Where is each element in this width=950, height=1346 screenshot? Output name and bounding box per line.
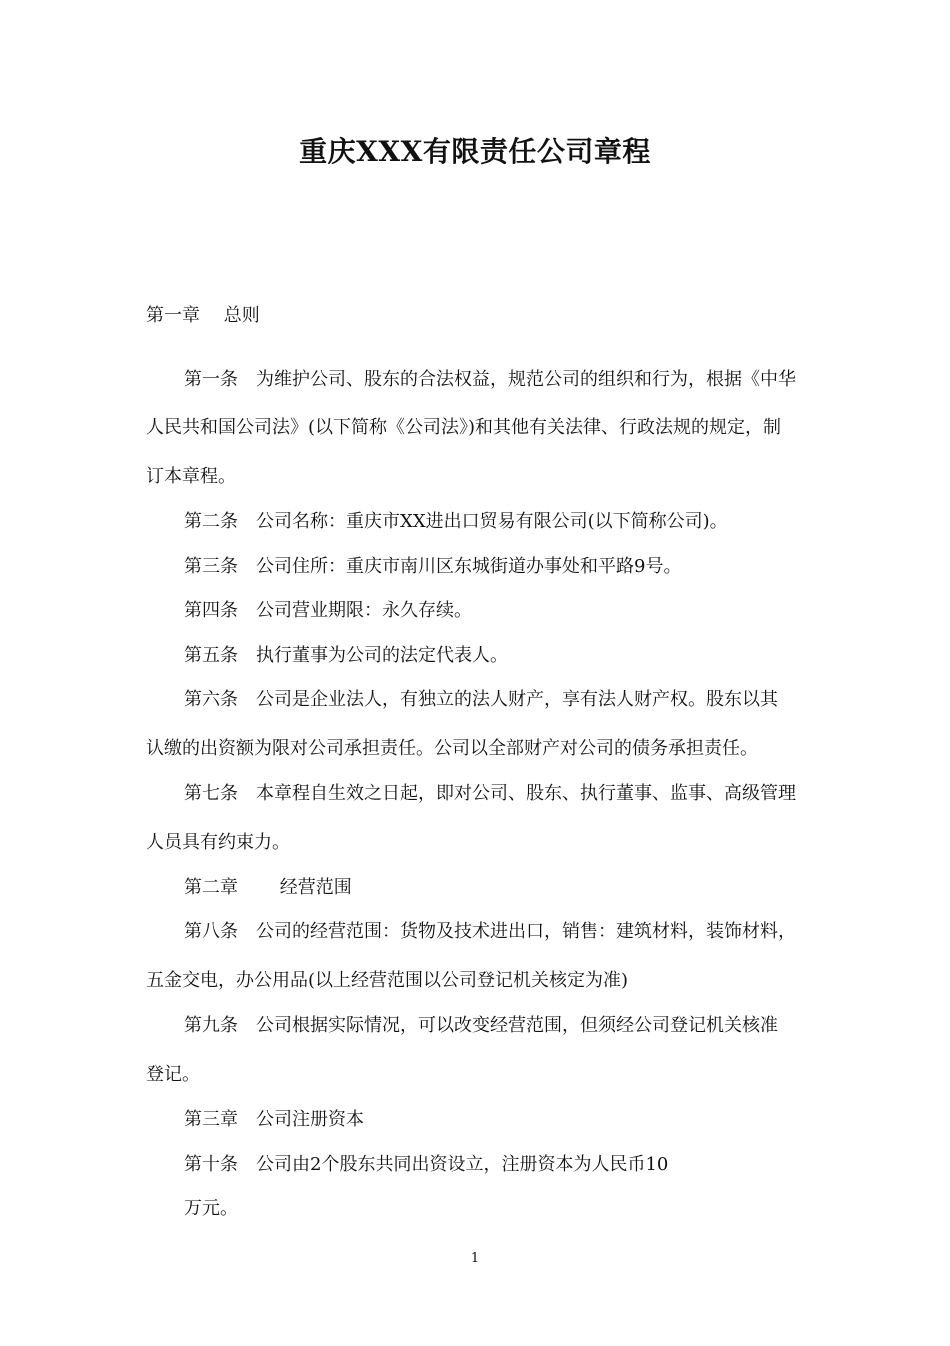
paragraph-line: 第二条 公司名称：重庆市XX进出口贸易有限公司(以下简称公司)。: [184, 511, 728, 532]
paragraph-line: 第二章 经营范围: [184, 877, 352, 898]
paragraph-line: 人员具有约束力。: [146, 832, 290, 853]
paragraph-line: 登记。: [146, 1064, 200, 1085]
paragraph-line: 认缴的出资额为限对公司承担责任。公司以全部财产对公司的债务承担责任。: [146, 738, 758, 759]
paragraph-line: 第八条 公司的经营范围：货物及技术进出口，销售：建筑材料，装饰材料，: [184, 921, 796, 942]
paragraph-line: 第一条 为维护公司、股东的合法权益，规范公司的组织和行为，根据《中华: [184, 369, 796, 390]
paragraph-line: 第七条 本章程自生效之日起，即对公司、股东、执行董事、监事、高级管理: [184, 783, 796, 804]
paragraph-line: 第一章 总则: [146, 305, 260, 326]
paragraph-line: 订本章程。: [146, 466, 236, 487]
paragraph-line: 第三条 公司住所：重庆市南川区东城街道办事处和平路9号。: [184, 556, 682, 577]
paragraph-line: 第四条 公司营业期限：永久存续。: [184, 600, 472, 621]
paragraph-line: 第六条 公司是企业法人，有独立的法人财产，享有法人财产权。股东以其: [184, 689, 778, 710]
page-number: 1: [470, 1251, 480, 1266]
paragraph-line: 人民共和国公司法》(以下简称《公司法》)和其他有关法律、行政法规的规定，制: [146, 417, 782, 438]
paragraph-line: 万元。: [184, 1198, 238, 1219]
document-title: 重庆XXX有限责任公司章程: [299, 135, 651, 168]
paragraph-line: 五金交电，办公用品(以上经营范围以公司登记机关核定为准): [146, 970, 629, 991]
paragraph-line: 第十条 公司由2个股东共同出资设立，注册资本为人民币10: [184, 1154, 669, 1175]
paragraph-line: 第九条 公司根据实际情况，可以改变经营范围，但须经公司登记机关核准: [184, 1015, 778, 1036]
paragraph-line: 第三章 公司注册资本: [184, 1109, 364, 1130]
paragraph-line: 第五条 执行董事为公司的法定代表人。: [184, 645, 508, 666]
